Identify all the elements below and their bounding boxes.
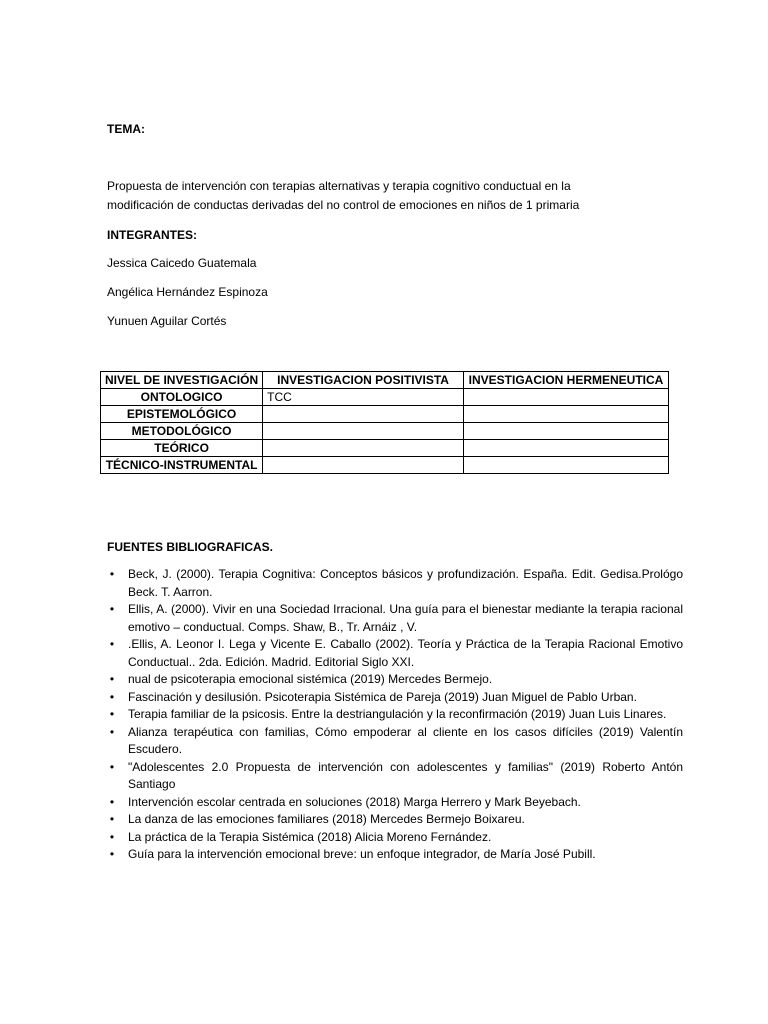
reference-text: Beck, J. (2000). Terapia Cognitiva: Conceptos básicos y profundización. España. Edit. Gedisa.Prológo Beck. T. Aarron. — [128, 567, 683, 599]
reference-text: Alianza terapéutica con familias, Cómo empoderar al cliente en los casos difíciles (2019) Valentín Escudero. — [128, 724, 683, 756]
bullet-icon: • — [109, 829, 115, 844]
topic-text: Propuesta de intervención con terapias alternativas y terapia cognitivo conductual en la modificación de conductas derivadas del no control de emociones en niños de 1 primaria — [107, 179, 580, 212]
reference-text: Intervención escolar centrada en soluciones (2018) Marga Herrero y Mark Beyebach. — [128, 794, 581, 809]
cell-level: EPISTEMOLÓGICO — [101, 406, 263, 423]
cell-level: TÉCNICO-INSTRUMENTAL — [101, 457, 263, 474]
tema-label: TEMA: — [107, 122, 145, 136]
cell-level: TEÓRICO — [101, 440, 263, 457]
bullet-icon: • — [109, 794, 115, 809]
reference-text: Terapia familiar de la psicosis. Entre la destriangulación y la reconfirmación (2019) Juan Luis Linares. — [128, 707, 667, 721]
cell-positivista — [263, 457, 464, 474]
table-row — [101, 423, 669, 440]
cell-positivista — [263, 423, 464, 440]
bibliography-heading: FUENTES BIBLIOGRAFICAS. — [107, 540, 274, 554]
header-positivista: INVESTIGACION POSITIVISTA — [263, 372, 464, 389]
bullet-icon: • — [109, 672, 115, 686]
reference-text: "Adolescentes 2.0 Propuesta de intervención con adolescentes y familias" (2019) Roberto Antón Santiago — [128, 759, 683, 791]
member-name: Jessica Caicedo Guatemala — [107, 256, 257, 270]
table-row — [101, 457, 669, 474]
table-row — [101, 389, 669, 406]
bullet-icon: • — [109, 637, 115, 651]
cell-hermeneutica — [464, 406, 669, 423]
bullet-icon: • — [109, 724, 115, 739]
member-name: Angélica Hernández Espinoza — [107, 285, 268, 299]
table-row — [101, 406, 669, 423]
cell-level: ONTOLOGICO — [101, 389, 263, 406]
list-item — [109, 846, 683, 864]
list-item — [109, 689, 683, 707]
reference-text: Ellis, A. (2000). Vivir en una Sociedad Irracional. Una guía para el bienestar mediante la terapia racional emotivo – conductual. Comps. Shaw, B., Tr. Arnáiz , V. — [128, 602, 683, 634]
cell-positivista — [263, 406, 464, 423]
reference-text: .Ellis, A. Leonor I. Lega y Vicente E. Caballo (2002). Teoría y Práctica de la Terapia Racional Emotivo Conductual.. 2da. Edición. Madrid. Editorial Siglo XXI. — [128, 637, 683, 669]
list-item — [109, 724, 683, 759]
list-item — [109, 671, 683, 689]
cell-positivista — [263, 440, 464, 457]
bullet-icon: • — [109, 847, 115, 861]
bullet-icon: • — [109, 707, 115, 721]
list-item — [109, 759, 683, 794]
cell-hermeneutica — [464, 423, 669, 440]
research-levels-table — [100, 371, 669, 474]
bibliography-list — [107, 566, 683, 864]
list-item — [109, 706, 683, 724]
reference-text: La danza de las emociones familiares (2018) Mercedes Bermejo Boixareu. — [128, 812, 525, 826]
bullet-icon: • — [109, 567, 115, 581]
reference-text: Guía para la intervención emocional breve: un enfoque integrador, de María José Pubill. — [128, 847, 596, 861]
header-nivel: NIVEL DE INVESTIGACIÓN — [101, 372, 263, 389]
reference-text: nual de psicoterapia emocional sistémica (2019) Mercedes Bermejo. — [128, 672, 493, 686]
list-item — [109, 636, 683, 671]
list-item — [109, 829, 683, 847]
header-hermeneutica: INVESTIGACION HERMENEUTICA — [464, 372, 669, 389]
bullet-icon: • — [109, 812, 115, 826]
integrantes-label: INTEGRANTES: — [107, 228, 197, 242]
bullet-icon: • — [109, 759, 115, 774]
list-item — [109, 794, 683, 812]
table-row — [101, 440, 669, 457]
cell-positivista: TCC — [263, 389, 464, 406]
list-item — [109, 811, 683, 829]
member-name: Yunuen Aguilar Cortés — [107, 314, 227, 328]
bullet-icon: • — [109, 689, 115, 704]
reference-text: Fascinación y desilusión. Psicoterapia Sistémica de Pareja (2019) Juan Miguel de Pablo Urban. — [128, 689, 637, 704]
bullet-icon: • — [109, 602, 115, 616]
cell-hermeneutica — [464, 389, 669, 406]
list-item — [109, 601, 683, 636]
cell-hermeneutica — [464, 440, 669, 457]
table-header-row — [101, 372, 669, 389]
cell-level: METODOLÓGICO — [101, 423, 263, 440]
list-item — [109, 566, 683, 601]
reference-text: La práctica de la Terapia Sistémica (2018) Alicia Moreno Fernández. — [128, 829, 492, 844]
cell-hermeneutica — [464, 457, 669, 474]
